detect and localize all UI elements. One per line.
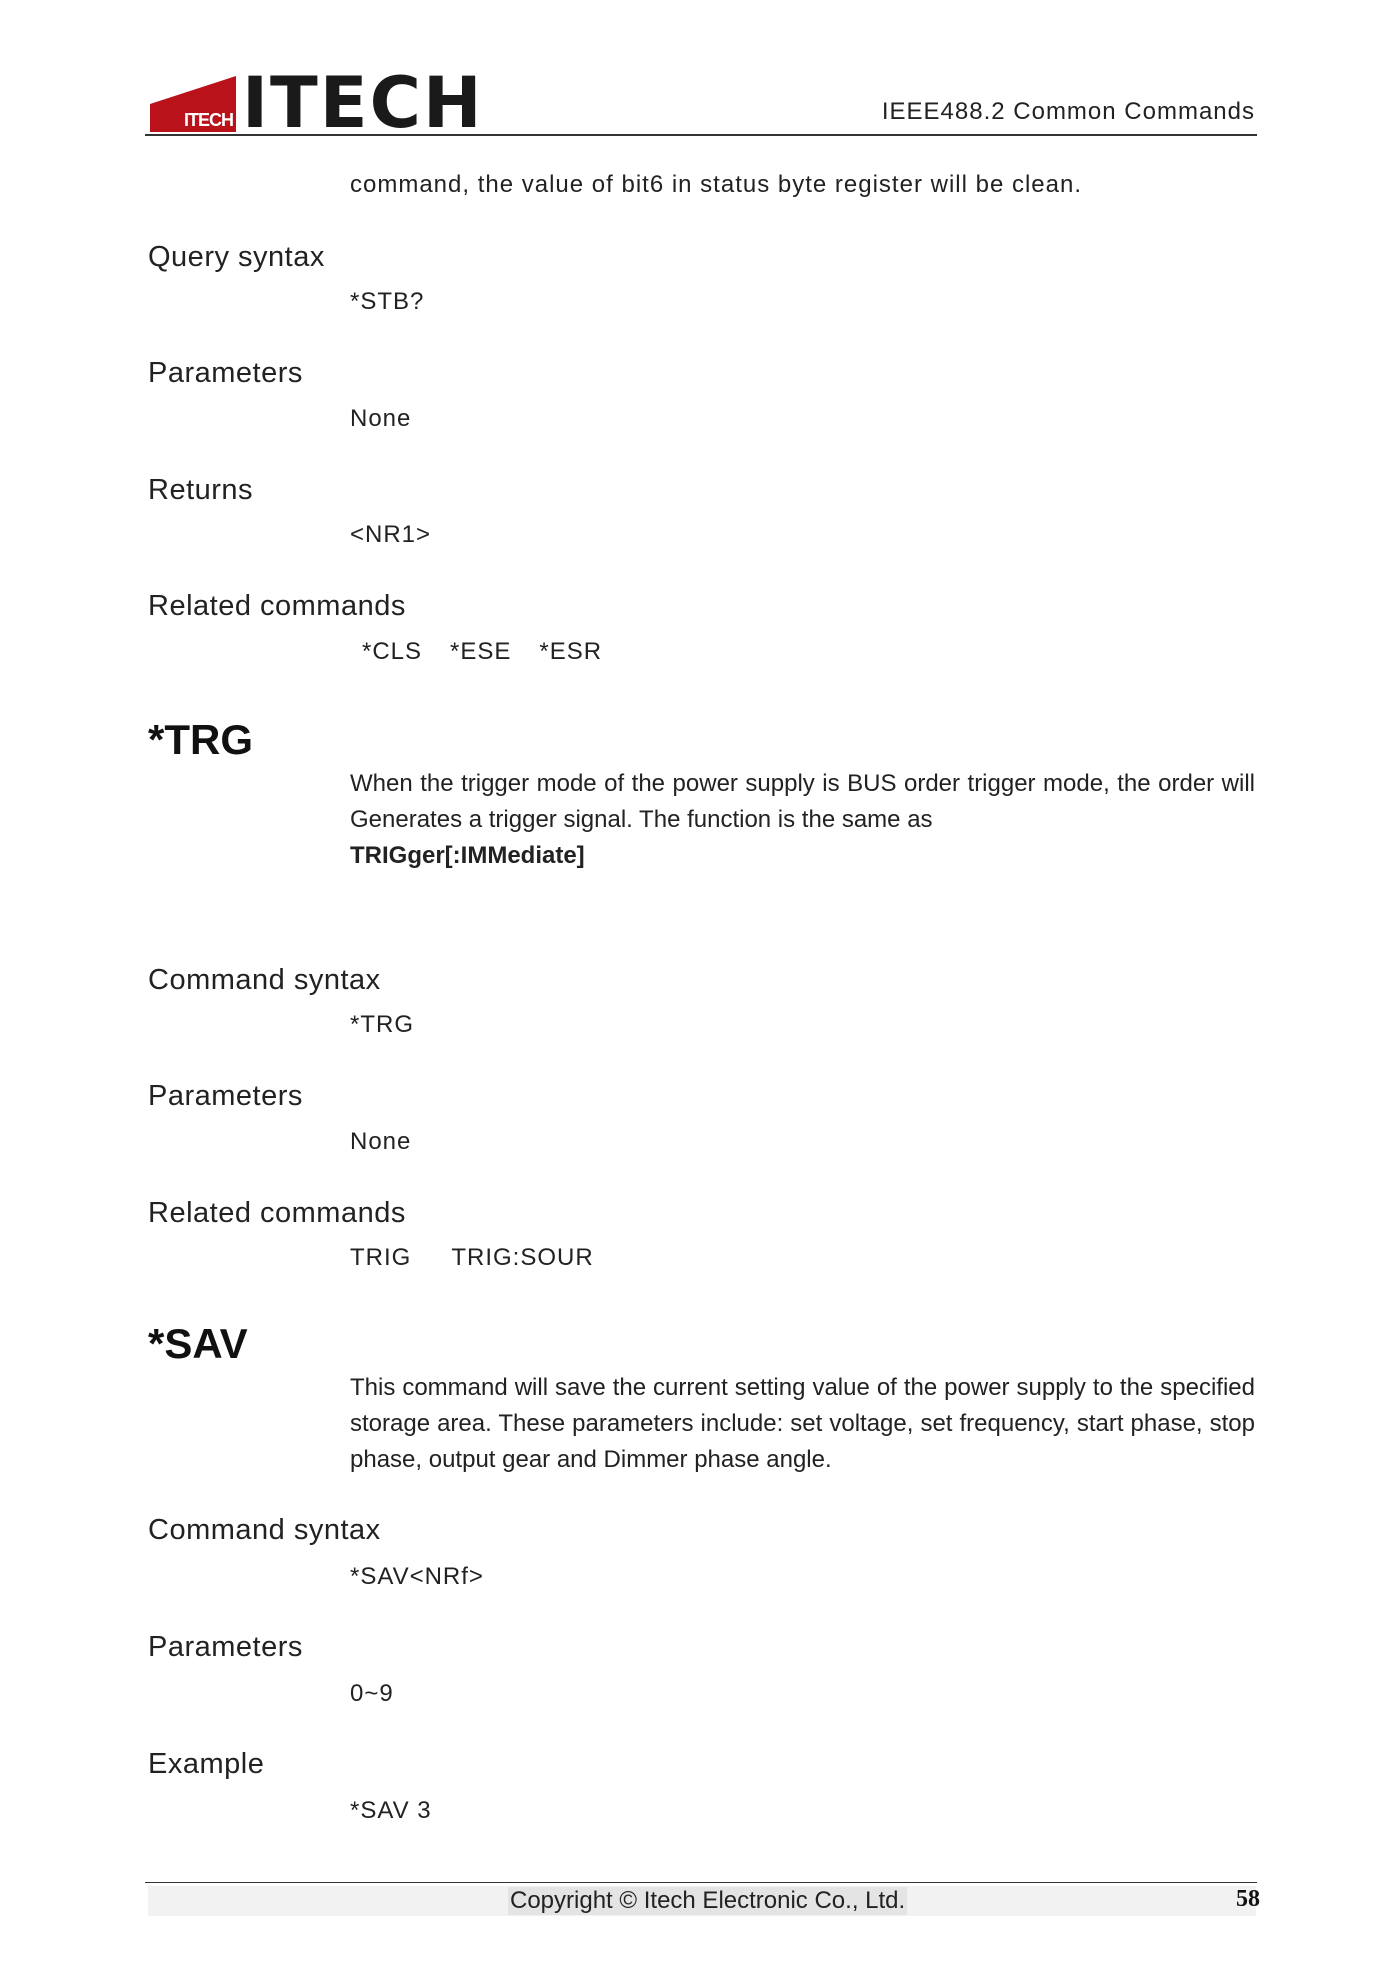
trg-parameters-label: Parameters (148, 1080, 303, 1112)
sav-example-value: *SAV 3 (350, 1797, 432, 1824)
sav-command-syntax-label: Command syntax (148, 1514, 381, 1546)
footer-divider (145, 1882, 1257, 1883)
trg-description-text: When the trigger mode of the power supply is BUS order trigger mode, the order will Generates a trigger signal. The function is the same as (350, 770, 1255, 833)
related-command-trig-sour: TRIG:SOUR (451, 1244, 594, 1271)
page-header (145, 62, 1257, 144)
trg-parameters-value: None (350, 1128, 412, 1155)
stb-related-commands-list (362, 638, 602, 666)
stb-parameters-value: None (350, 405, 412, 432)
trg-related-commands-list (350, 1244, 594, 1272)
related-command-esr: *ESR (539, 638, 603, 665)
sav-description: This command will save the current setting value of the power supply to the specified storage area. These parameters include: set voltage, set frequency, start phase, stop phase, output gear and Dimmer phase angle. (350, 1374, 1255, 1473)
trg-command-syntax-value: *TRG (350, 1011, 414, 1038)
sav-parameters-value: 0~9 (350, 1680, 394, 1707)
stb-returns-value: <NR1> (350, 521, 432, 548)
sav-command-title: *SAV (148, 1320, 248, 1367)
related-command-ese: *ESE (450, 638, 512, 665)
itech-logo (150, 62, 484, 144)
sav-example-label: Example (148, 1748, 265, 1780)
stb-returns-label: Returns (148, 474, 254, 506)
sav-parameters-label: Parameters (148, 1631, 303, 1663)
page-number: 58 (1236, 1886, 1260, 1912)
trg-command-title: *TRG (148, 716, 253, 763)
logo-mini-text: ITECH (184, 110, 233, 130)
related-command-cls: *CLS (362, 638, 423, 665)
stb-query-syntax-value: *STB? (350, 288, 425, 315)
header-title: IEEE488.2 Common Commands (881, 98, 1255, 125)
logo-badge (150, 76, 236, 132)
logo-wordmark: ITECH (242, 62, 484, 144)
stb-query-syntax-label: Query syntax (148, 241, 325, 273)
stb-related-commands-label: Related commands (148, 590, 406, 622)
trg-command-syntax-label: Command syntax (148, 964, 381, 996)
related-command-trig: TRIG (350, 1244, 412, 1271)
trg-description-bold-command: TRIGger[:IMMediate] (350, 842, 585, 869)
sav-command-syntax-value: *SAV<NRf> (350, 1563, 484, 1590)
footer-copyright: Copyright © Itech Electronic Co., Ltd. (510, 1887, 906, 1914)
trg-description (350, 766, 1255, 874)
stb-continuation-text: command, the value of bit6 in status byte register will be clean. (350, 171, 1083, 198)
stb-parameters-label: Parameters (148, 357, 303, 389)
trg-related-commands-label: Related commands (148, 1197, 406, 1229)
